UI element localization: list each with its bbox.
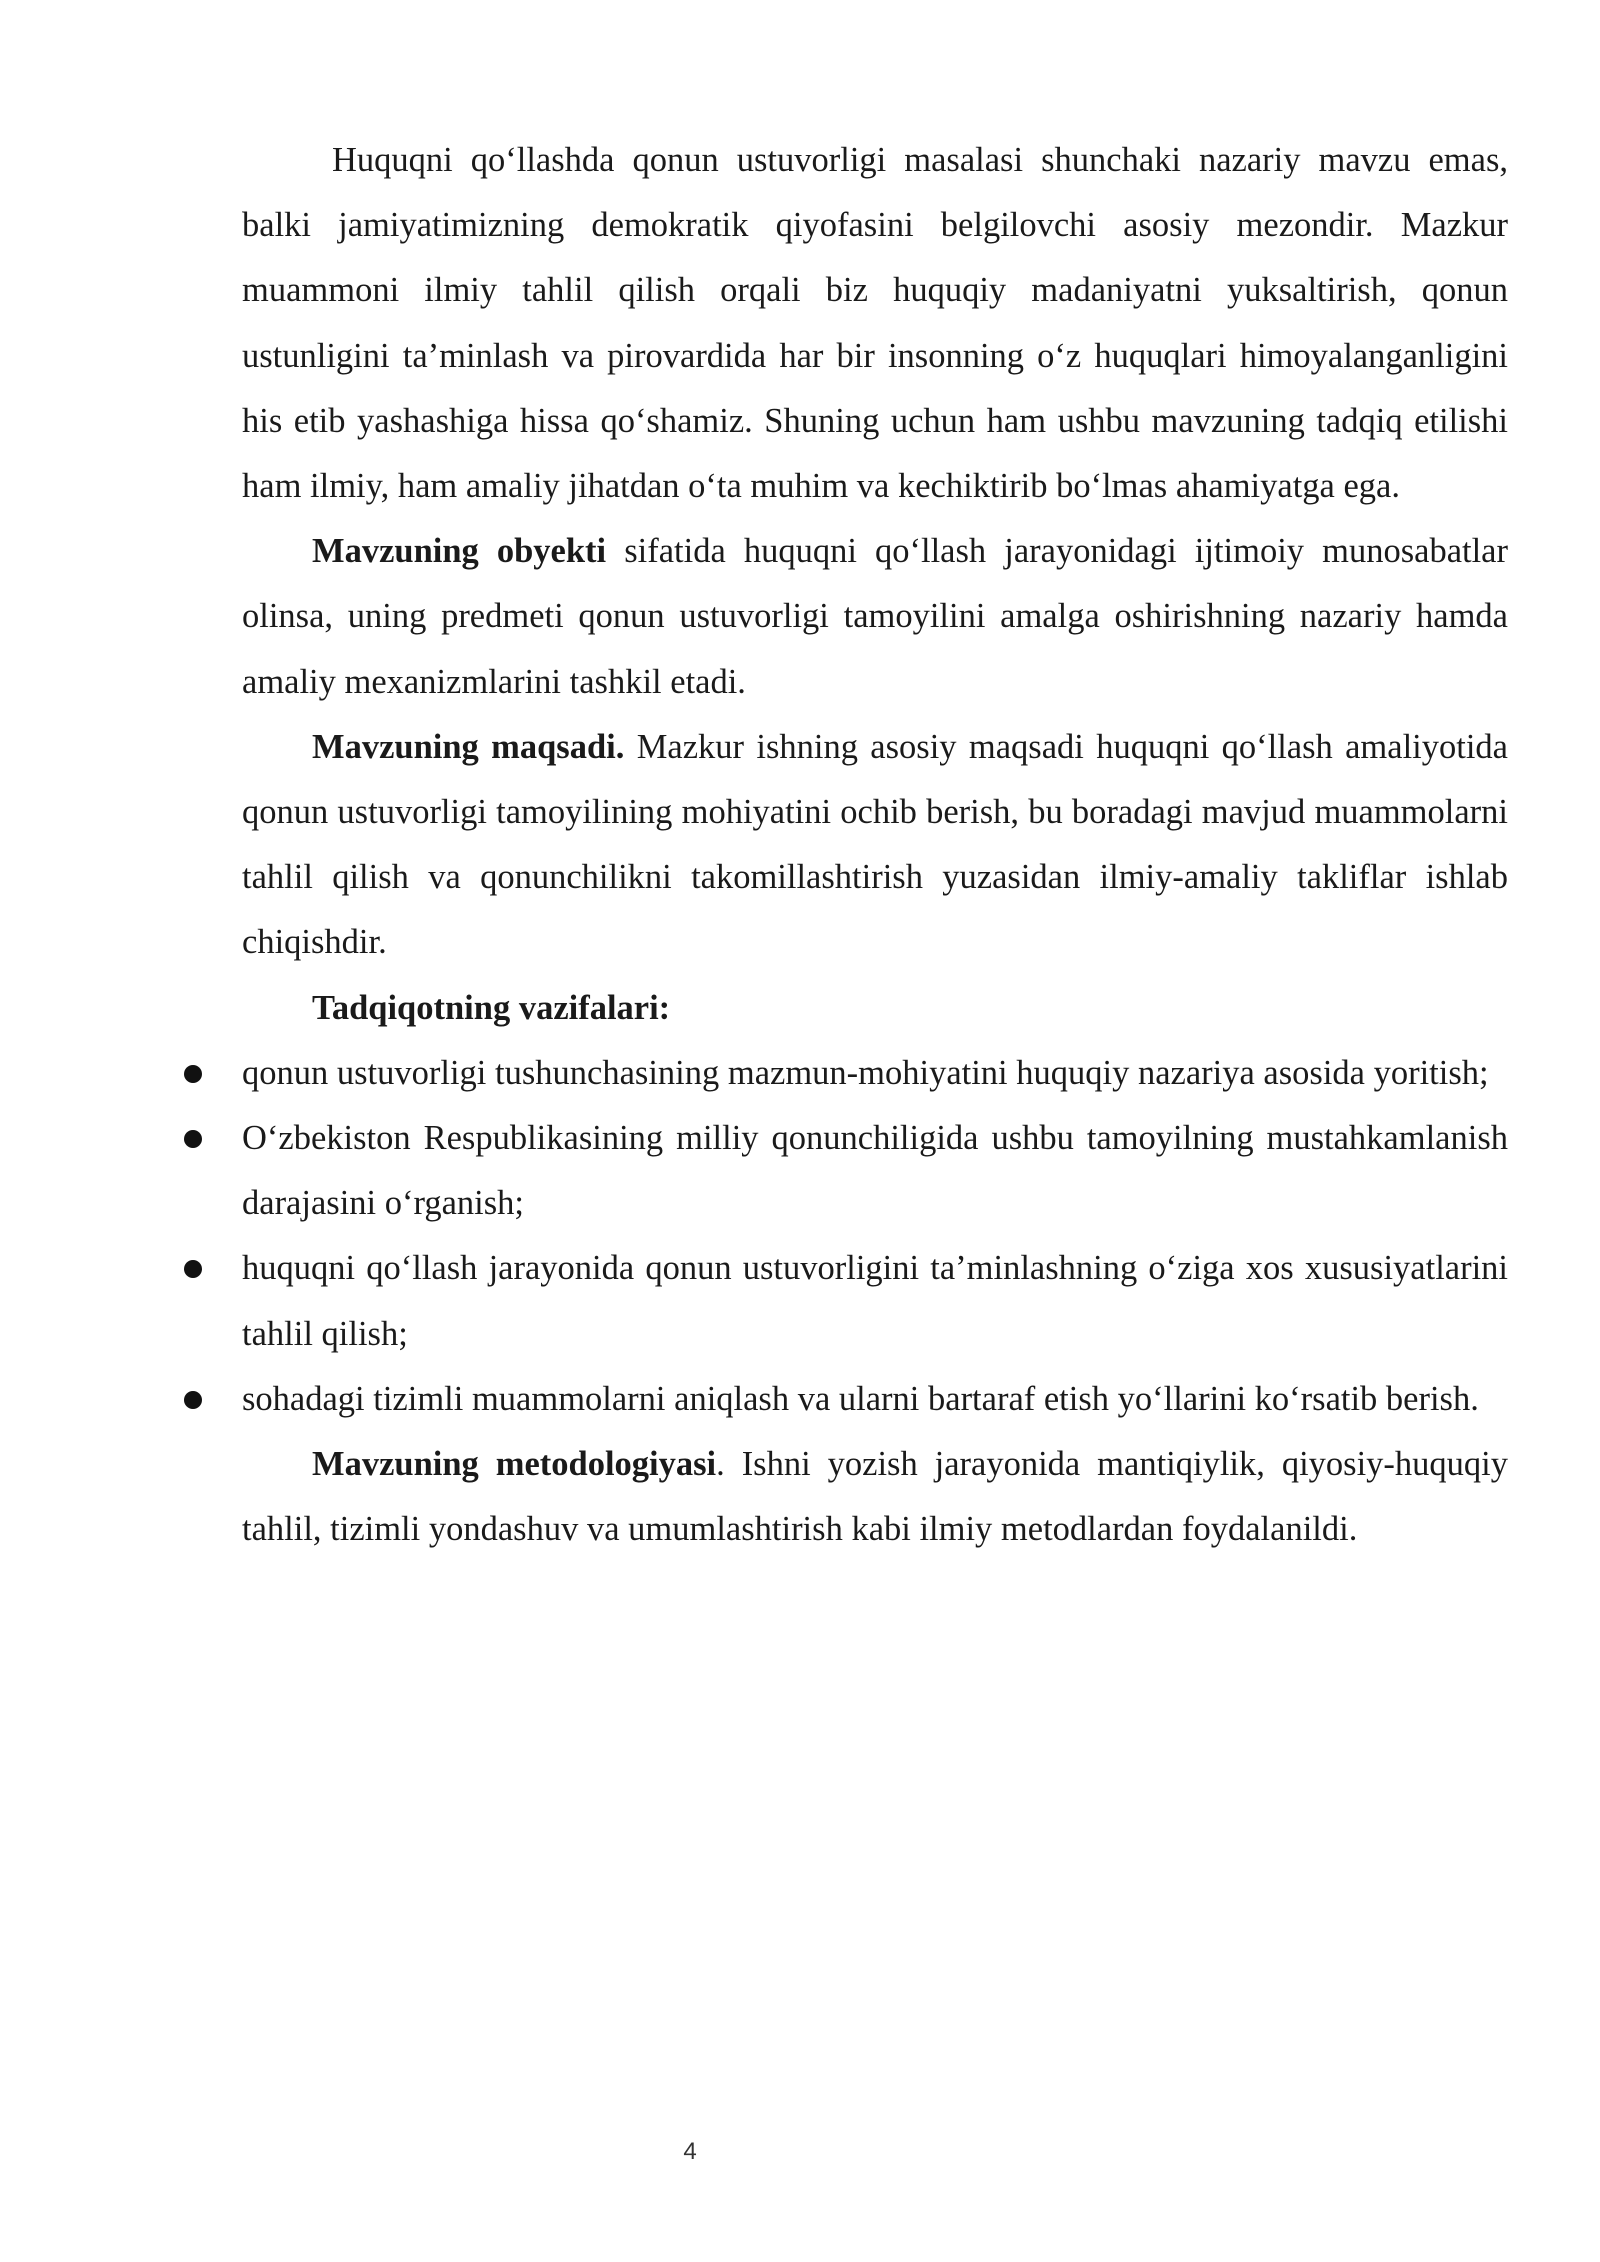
task-text: O‘zbekiston Respublikasining milliy qonunchiligida ushbu tamoyilning mustahkamlanish darajasini o‘rganish; (242, 1119, 1508, 1223)
object-text: sifatida huquqni qo‘llash jarayonidagi ijtimoiy munosabatlar olinsa, uning predmeti qonun ustuvorligi tamoyilini amalga oshirishning nazariy hamda amaliy mexanizmlarini tashkil etadi. (242, 532, 1508, 701)
methodology-paragraph (242, 1432, 1508, 1562)
tasks-list (242, 1041, 1508, 1432)
task-text: sohadagi tizimli muammolarni aniqlash va ularni bartaraf etish yo‘llarini ko‘rsatib berish. (242, 1379, 1479, 1418)
list-item (242, 1106, 1508, 1236)
list-item (242, 1236, 1508, 1366)
list-item (242, 1041, 1508, 1106)
object-label: Mavzuning obyekti (312, 532, 607, 571)
object-paragraph (242, 519, 1508, 715)
bullet-icon (184, 1260, 202, 1278)
methodology-label: Mavzuning metodologiyasi (312, 1445, 717, 1484)
bullet-icon (184, 1065, 202, 1083)
list-item (242, 1367, 1508, 1432)
methodology-text: . Ishni yozish jarayonida mantiqiylik, qiyosiy-huquqiy tahlil, tizimli yondashuv va umumlashtirish kabi ilmiy metodlardan foydalanildi. (242, 1445, 1508, 1549)
intro-paragraph: Huquqni qo‘llashda qonun ustuvorligi masalasi shunchaki nazariy mavzu emas, balki jamiyatimizning demokratik qiyofasini belgilovchi asosiy mezondir. Mazkur muammoni ilmiy tahlil qilish orqali biz huquqiy madaniyatni yuksaltirish, qonun ustunligini ta’minlash va pirovardida har bir insonning o‘z huquqlari himoyalanganligini his etib yashashiga hissa qo‘shamiz. Shuning uchun ham ushbu mavzuning tadqiq etilishi ham ilmiy, ham amaliy jihatdan o‘ta muhim va kechiktirib bo‘lmas ahamiyatga ega. (242, 141, 1508, 506)
goal-text: Mazkur ishning asosiy maqsadi huquqni qo‘llash amaliyotida qonun ustuvorligi tamoyilining mohiyatini ochib berish, bu boradagi mavjud muammolarni tahlil qilish va qonunchilikni takomillashtirish yuzasidan ilmiy-amaliy takliflar ishlab chiqishdir. (242, 727, 1508, 962)
task-text: huquqni qo‘llash jarayonida qonun ustuvorligini ta’minlashning o‘ziga xos xususiyatlarini tahlil qilish; (242, 1249, 1508, 1353)
tasks-heading: Tadqiqotning vazifalari: (312, 988, 671, 1027)
goal-label: Mavzuning maqsadi. (312, 727, 625, 766)
bullet-icon (184, 1130, 202, 1148)
goal-paragraph (242, 715, 1508, 976)
task-text: qonun ustuvorligi tushunchasining mazmun-mohiyatini huquqiy nazariya asosida yoritish; (242, 1053, 1489, 1092)
page-number: 4 (683, 2138, 697, 2165)
document-page (242, 128, 1508, 1562)
bullet-icon (184, 1391, 202, 1409)
